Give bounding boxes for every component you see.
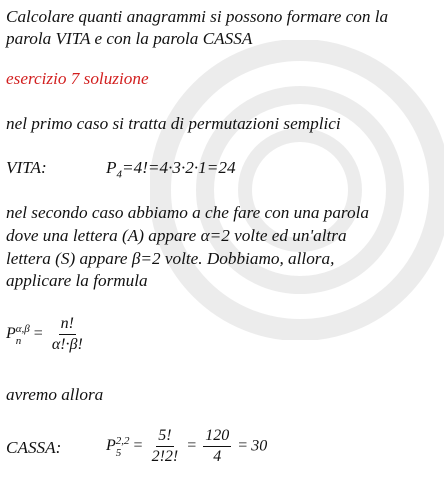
cassa-label: CASSA: <box>6 438 62 457</box>
problem-line-1: Calcolare quanti anagrammi si possono formare con la <box>6 7 389 26</box>
watermark-logo <box>150 40 444 340</box>
cassa-equals-3: = <box>238 437 248 455</box>
paragraph-line-3: dove una lettera (A) appare α=2 volte ed un'altra <box>6 226 347 245</box>
paragraph-line-1: nel primo caso si tratta di permutazioni semplici <box>6 114 341 133</box>
general-formula <box>6 315 88 354</box>
cassa-denominator-1: 2!2! <box>151 448 179 465</box>
formula-numerator: n! <box>59 315 76 335</box>
cassa-superscript: 2,2 <box>115 434 130 447</box>
cassa-numerator-2: 120 <box>203 427 231 447</box>
cassa-formula <box>106 427 267 466</box>
paragraph-line-6: avremo allora <box>6 385 104 404</box>
cassa-equals-1: = <box>133 437 143 455</box>
cassa-fraction-2 <box>203 427 231 466</box>
problem-line-2: parola VITA e con la parola CASSA <box>6 29 253 48</box>
vita-result: =4!=4·3·2·1=24 <box>122 158 236 177</box>
solution-heading: esercizio 7 soluzione <box>6 69 149 88</box>
formula-equals: = <box>33 325 43 343</box>
paragraph-line-2: nel secondo caso abbiamo a che fare con una parola <box>6 203 369 222</box>
vita-formula <box>106 157 236 185</box>
paragraph-line-4: lettera (S) appare β=2 volte. Dobbiamo, allora, <box>6 249 335 268</box>
formula-superscript: α,β <box>15 322 30 335</box>
cassa-subscript: 5 <box>115 446 122 459</box>
cassa-numerator-1: 5! <box>156 427 173 447</box>
permutation-subscript: 4 <box>116 168 122 181</box>
vita-label: VITA: <box>6 158 47 177</box>
formula-fraction <box>50 315 85 354</box>
formula-p: P <box>6 325 16 343</box>
cassa-fraction-1 <box>150 427 181 466</box>
cassa-p: P <box>106 437 116 455</box>
formula-subscript: n <box>15 334 22 347</box>
cassa-equals-2: = <box>187 437 197 455</box>
cassa-denominator-2: 4 <box>213 448 222 465</box>
cassa-result: 30 <box>251 437 268 455</box>
formula-denominator: α!·β! <box>51 336 83 353</box>
paragraph-line-5: applicare la formula <box>6 271 148 290</box>
permutation-symbol: P <box>106 158 117 177</box>
